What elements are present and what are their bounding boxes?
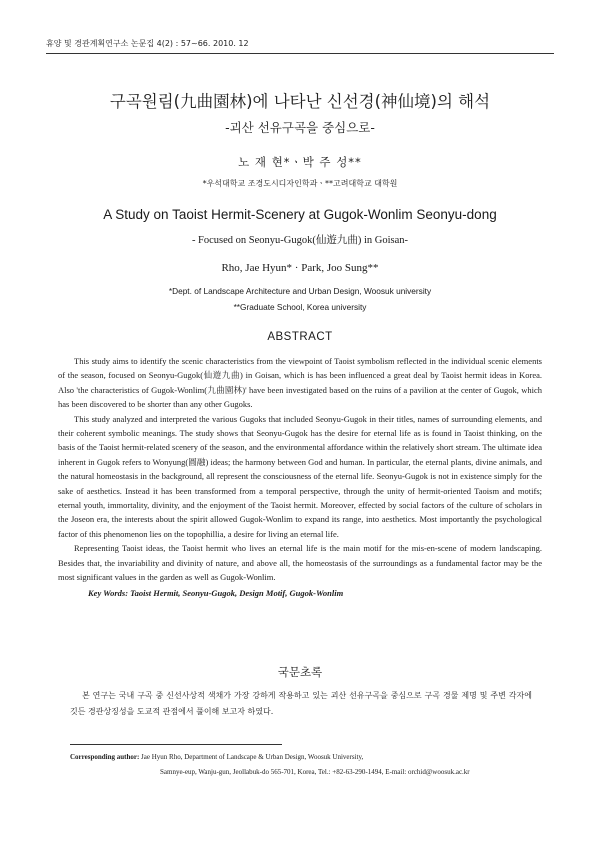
english-affiliation-1: *Dept. of Landscape Architecture and Urban Design, Woosuk university: [168, 286, 432, 296]
corresponding-author-footnote: [70, 750, 540, 780]
english-authors: Rho, Jae Hyun* · Park, Joo Sung**: [221, 262, 379, 274]
abstract-paragraph-1: This study aims to identify the scenic characteristics from the viewpoint of Taoist symbolism reflected in the individual scenic elements of the season, focused on Seonyu-Gugok(仙遊九曲) in Goisan, which is has been influenced a great deal by Taoist hermit ideas in Korea. Also 'the characteristics of Gugok-Wonlim(九曲園林)' have been investigated based on the ruins of a pavilion at the center of Gugok, which has been discovered to be shorter than any other Gugoks.: [58, 356, 542, 410]
korean-abstract-heading: 국문초록: [277, 665, 323, 679]
footnote-label: Corresponding author:: [70, 753, 140, 761]
english-affiliation-2: **Graduate School, Korea university: [233, 302, 367, 312]
journal-header: 휴양 및 경관계획연구소 논문집 4(2) : 57~66. 2010. 12: [46, 38, 554, 54]
abstract-paragraph-3: Representing Taoist ideas, the Taoist hermit who lives an eternal life is the main motif for the mis-en-scene of modern landscaping. Besides that, the invariability and divinity of nature, and above all, the homeostasis of the surroundings as a fundamental factor may be the most significant values in the garden as well as Gugok-Wonlim.: [58, 543, 542, 583]
korean-abstract-text: 본 연구는 국내 구곡 중 신선사상적 색채가 가장 강하게 작용하고 있는 괴산 선유구곡을 중심으로 구곡 경물 제명 및 주변 각자에 깃든 경관상징성을 도교적 관점에서 풀이해 보고자 하였다.: [70, 691, 532, 716]
english-title: A Study on Taoist Hermit-Scenery at Gugok-Wonlim Seonyu-dong: [103, 207, 497, 222]
english-subtitle: - Focused on Seonyu-Gugok(仙遊九曲) in Goisan-: [191, 235, 409, 246]
korean-title: 구곡원림(九曲園林)에 나타난 신선경(神仙境)의 해석: [109, 92, 491, 111]
footnote-divider: [70, 744, 282, 745]
footnote-line-1: Jae Hyun Rho, Department of Landscape & Urban Design, Woosuk University,: [139, 753, 364, 761]
keywords: Key Words: Taoist Hermit, Seonyu-Gugok, Design Motif, Gugok-Wonlim: [88, 587, 344, 598]
korean-authors: 노 재 현*ㆍ박 주 성**: [238, 155, 362, 169]
abstract-heading: ABSTRACT: [267, 331, 333, 343]
footnote-line-2: Samnye-eup, Wanju-gun, Jeollabuk-do 565-701, Korea, Tel.: +82-63-290-1494, E-mail: orchid@woosuk.ac.kr: [160, 768, 470, 776]
korean-affiliation: *우석대학교 조경도시디자인학과ㆍ**고려대학교 대학원: [202, 179, 398, 188]
abstract-body: [58, 354, 542, 600]
abstract-paragraph-2: This study analyzed and interpreted the various Gugoks that included Seonyu-Gugok in their titles, names of surrounding elements, and their coherent symbolic meanings. The study shows that Seonyu-Gugok has the desire for eternal life as is found in Taoist thinking, on the basis of the Taoist hermit-related scenery of the season, and the environmental affordance within the relatively short stream. The ultimate idea inherent in Gugok refers to Wonyung(圓融) ideas; the harmony between God and human. In particular, the eternal plants, divine animals, and the natural homeostasis in the background, all represent the consciousness of the eternal life. Seonyu-Gugok is not in existence simply for the sake of aesthetics. Instead it has been transformed from a temporal perspective, through the unity of hermit-oriented Taoism and motifs; eternal youth, immortality, divinity, and the enjoyment of the Taoist hermit. Moreover, effected by social factors of the culture of scholars in the Joseon era, the interests about the spirit allowed Gugok-Wonlim to expand its range, into aesthetics. Most importantly the psychological factor of this phenomenon lies on the topophillia, a desire for living an eternal life.: [58, 413, 542, 539]
korean-subtitle: -괴산 선유구곡을 중심으로-: [225, 120, 375, 135]
